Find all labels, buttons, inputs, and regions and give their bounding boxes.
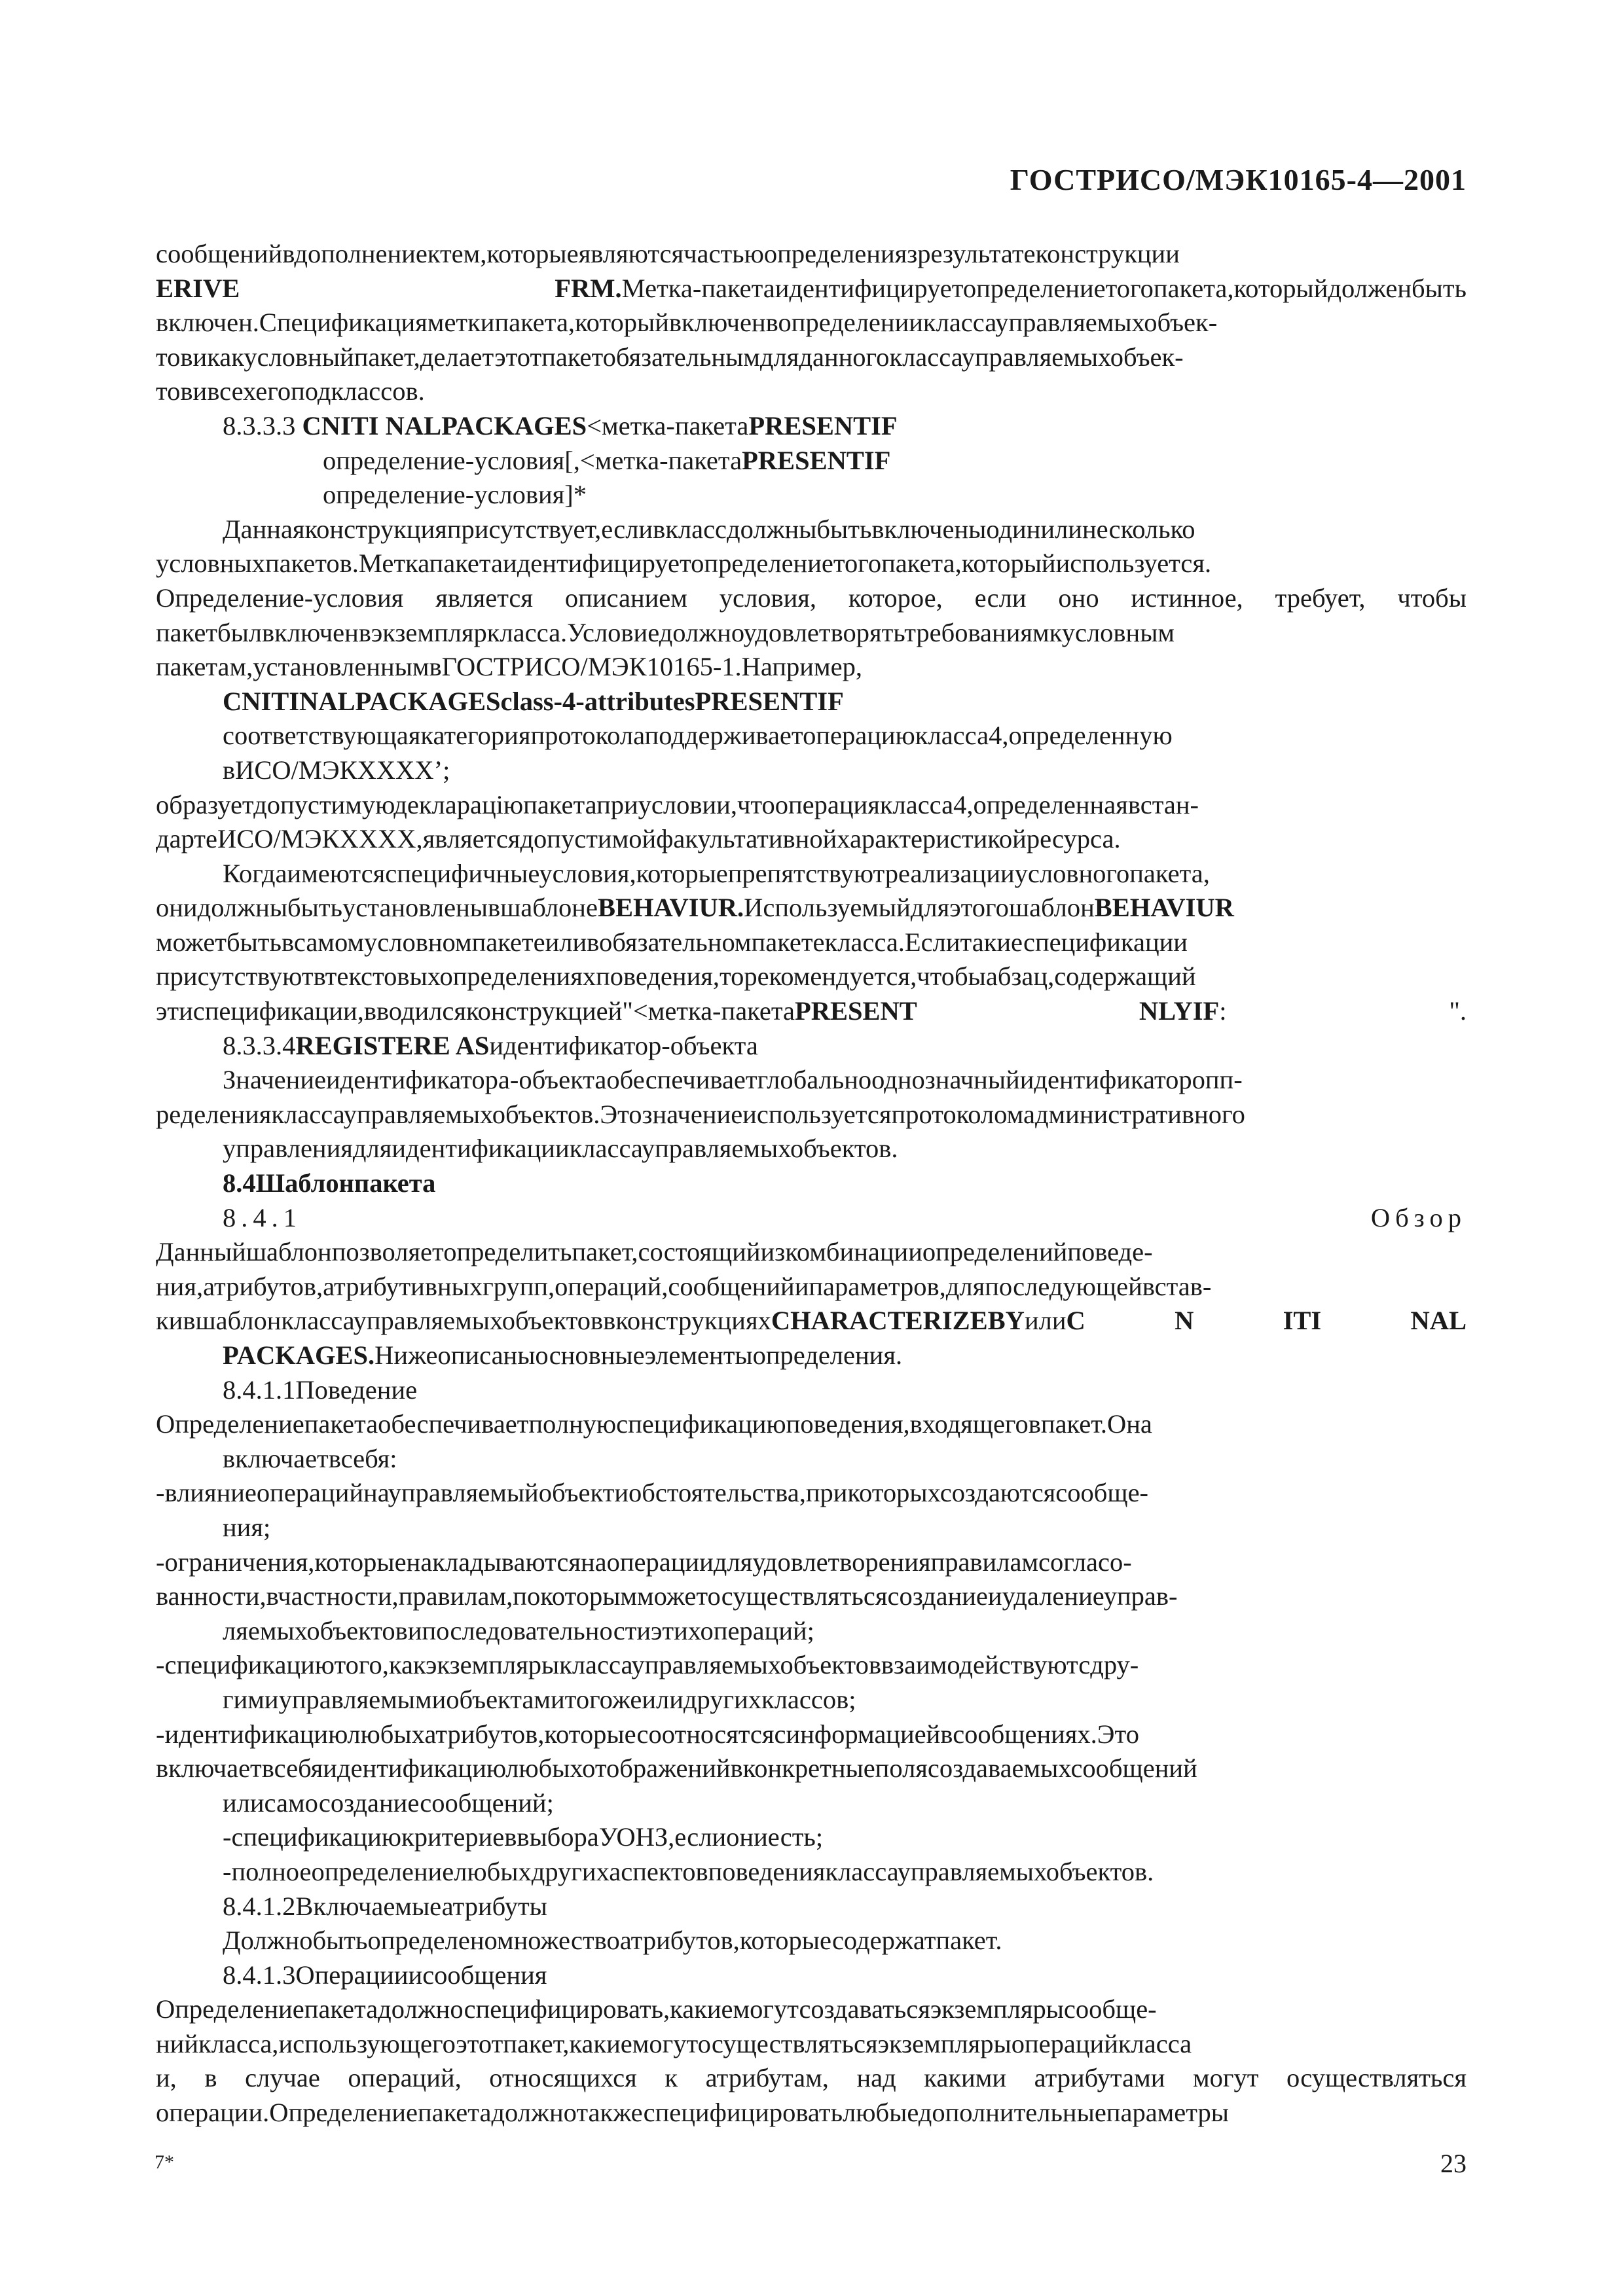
line-text: пакетам,установленнымвГОСТРИСО/МЭК10165-1.Например,: [156, 652, 862, 682]
line-text: операции.Определениепакетадолжнотакжеспецифицироватьлюбыедополнительныепараметры: [156, 2098, 1229, 2128]
line-text: Когдаимеютсяспецифичныеусловия,которыепрепятствуютреализацииусловногопакета,: [223, 858, 1210, 888]
line-text: -спецификациютого,какэкземплярыклассауправляемыхобъектоввзаимодействуютсдру-: [156, 1650, 1139, 1680]
text-line: [156, 1855, 1467, 1890]
line-text: можетбытьвсамомусловномпакетеиливобязательномпакетекласса.Еслитакиеспецификации: [156, 927, 1188, 957]
line-text: 8.3.3.3: [223, 410, 302, 440]
line-text: сообщенийвдополнениектем,которыеявляютсячастьюопределениязрезультатеконструкции: [156, 239, 1180, 268]
bold-term: PRESENTIF: [748, 410, 898, 440]
text-line: [156, 719, 1467, 753]
line-text: Даннаяконструкцияприсутствует,есливклассдолжныбытьвключеныодинилинесколько: [223, 514, 1195, 544]
line-text: дартеИСО/МЭКXXXX,являетсядопустимойфакультативнойхарактеристикойресурса.: [156, 824, 1121, 854]
text-line: [156, 857, 1467, 891]
line-text: 8.3.3.4: [223, 1030, 296, 1060]
line-text: Метка-пакетаидентифицируетопределениетогопакета,которыйдолженбыть: [621, 273, 1467, 303]
text-line: [156, 1751, 1467, 1786]
text-line: [156, 306, 1467, 340]
text-line: [156, 1992, 1467, 2027]
text-line: [156, 994, 1467, 1029]
line-text: образуетдопустимуюдеклараціюпакетаприусловии,чтооперациякласса4,определеннаявстан-: [156, 789, 1199, 819]
text-line: [156, 1235, 1467, 1270]
text-line: [156, 1648, 1467, 1683]
text-line: [156, 788, 1467, 823]
bold-term: CNITINALPACKAGESclass-4-attributesPRESENTIF: [223, 686, 844, 716]
text-line: [156, 1890, 1467, 1924]
line-text: -идентификациюлюбыхатрибутов,которыесоотносятсясинформациейвсообщениях.Это: [156, 1719, 1139, 1749]
line-text: вИСО/МЭКXXXX’;: [223, 755, 450, 785]
spaced-heading: 8.4.1 Обзор: [223, 1202, 1467, 1232]
text-line: [156, 512, 1467, 547]
line-text: 8.4.1.3Операцииисообщения: [223, 1960, 547, 1990]
line-text: ванности,вчастности,правилам,покоторымможетосуществлятьсясозданиеиудалениеуправ-: [156, 1581, 1178, 1611]
text-line: [156, 581, 1467, 616]
text-line: [156, 1579, 1467, 1614]
text-line: [156, 272, 1467, 306]
line-text: управлениядляидентификацииклассауправляемыхобъектов.: [223, 1134, 898, 1164]
text-line: [156, 1442, 1467, 1477]
line-text: товивсехегоподклассов.: [156, 376, 425, 406]
text-line: [156, 1407, 1467, 1442]
text-line: [156, 1614, 1467, 1649]
text-line: [156, 1545, 1467, 1580]
line-text: включен.Спецификацияметкипакета,которыйвключенвопределенииклассауправляемыхобъек-: [156, 308, 1218, 338]
bold-term: BEHAVIUR.: [597, 893, 744, 923]
line-text: онидолжныбытьустановленывшаблоне: [156, 893, 598, 923]
text-line: [156, 685, 1467, 719]
text-line: [156, 1476, 1467, 1511]
text-line: [156, 1132, 1467, 1166]
text-line: [156, 960, 1467, 994]
line-text: условныхпакетов.Меткапакетаидентифицируетопределениетогопакета,которыйиспользуется.: [156, 548, 1212, 579]
standard-header: ГОСТРИСО/МЭК10165-4—2001: [1010, 163, 1467, 196]
text-line: [156, 1063, 1467, 1098]
text-line: [156, 2027, 1467, 2062]
line-text: или: [1024, 1306, 1067, 1336]
text-line: [156, 340, 1467, 375]
text-line: [156, 1717, 1467, 1752]
line-text: Нижеописаныосновныеэлементыопределения.: [374, 1340, 903, 1370]
line-text: соответствующаякатегорияпротоколаподдерживаетоперациюкласса4,определенную: [223, 721, 1173, 751]
text-line: [156, 822, 1467, 857]
line-text: кившаблонклассауправляемыхобъектоввконструкциях: [156, 1306, 771, 1336]
line-text: Определениепакетаобеспечиваетполнуюспецификациюповедения,входящеговпакет.Она: [156, 1409, 1152, 1439]
text-line: [156, 1304, 1467, 1338]
text-line: [156, 650, 1467, 685]
line-text: присутствуютвтекстовыхопределенияхповедения,торекомендуется,чтобыабзац,содержащий: [156, 961, 1196, 992]
text-line: [156, 374, 1467, 409]
text-line: [156, 1786, 1467, 1821]
line-text: и, в случае операций, относящихся к атрибутам, над какими атрибутами могут осуществляться: [156, 2063, 1467, 2093]
text-line: [156, 925, 1467, 960]
line-text: определение-условия]*: [323, 480, 587, 510]
text-line: [156, 1029, 1467, 1064]
line-text: Данныйшаблонпозволяетопределитьпакет,состоящийизкомбинацииопределенийповеде-: [156, 1237, 1153, 1267]
footer-signature-mark: 7*: [155, 2151, 174, 2173]
text-line: [156, 1958, 1467, 1993]
line-text: 8.4.1.1Поведение: [223, 1374, 418, 1405]
text-line: [156, 1511, 1467, 1545]
line-text: ределенияклассауправляемыхобъектов.Этозначениеиспользуетсяпротоколомадминистративного: [156, 1099, 1245, 1129]
text-line: [156, 891, 1467, 925]
line-text: : ".: [1219, 996, 1467, 1026]
line-text: -спецификациюкритериеввыбораУОНЗ,еслиониесть;: [223, 1822, 824, 1852]
line-text: 8.4.1.2Включаемыеатрибуты: [223, 1891, 547, 1921]
line-text: определение-условия[,<метка-пакета: [323, 445, 742, 475]
line-text: илисамосозданиесообщений;: [223, 1787, 554, 1818]
bold-term: BEHAVIUR: [1094, 893, 1234, 923]
line-text: -ограничения,которыенакладываютсянаоперациидляудовлетворенияправиламсогласо-: [156, 1547, 1132, 1577]
text-line: [156, 1166, 1467, 1201]
text-line: [156, 237, 1467, 272]
text-line: [156, 616, 1467, 651]
line-text: этиспецификации,вводилсяконструкцией"<метка-пакета: [156, 996, 795, 1026]
text-line: [156, 1820, 1467, 1855]
bold-term: CHARACTERIZEBY: [771, 1306, 1025, 1336]
line-text: идентификатор-объекта: [489, 1030, 758, 1060]
line-text: нийкласса,использующегоэтотпакет,какиемогутосуществлятьсяэкземплярыоперацийкласса: [156, 2028, 1192, 2058]
text-line: [156, 1201, 1467, 1236]
body-text: [156, 237, 1467, 2130]
bold-term: ERIVE FRM.: [156, 273, 622, 303]
text-line: [156, 1373, 1467, 1408]
line-text: товикакусловныйпакет,делаетэтотпакетобязательнымдляданногоклассауправляемыхобъек-: [156, 342, 1184, 372]
line-text: Используемыйдляэтогошаблон: [744, 893, 1095, 923]
text-line: [156, 2096, 1467, 2130]
text-line: [156, 753, 1467, 788]
line-text: <метка-пакета: [587, 410, 749, 440]
bold-term: REGISTERE AS: [295, 1030, 490, 1060]
line-text: ляемыхобъектовипоследовательностиэтихопераций;: [223, 1615, 814, 1645]
bold-term: PRESENT NLYIF: [795, 996, 1220, 1026]
page-number: 23: [1440, 2149, 1467, 2178]
bold-term: C N ITI NAL: [1066, 1306, 1467, 1336]
text-line: [156, 1098, 1467, 1132]
text-line: [156, 1683, 1467, 1717]
text-line: [156, 2061, 1467, 2096]
text-line: [156, 547, 1467, 581]
line-text: Значениеидентификатора-объектаобеспечиваетглобальнооднозначныйидентификаторопп-: [223, 1065, 1243, 1095]
line-text: гимиуправляемымиобъектамитогожеилидругихклассов;: [223, 1684, 856, 1714]
line-text: Должнобытьопределеномножествоатрибутов,которыесодержатпакет.: [223, 1926, 1002, 1956]
line-text: -влияниеоперацийнауправляемыйобъектиобстоятельства,прикоторыхсоздаютсясообще-: [156, 1478, 1149, 1508]
line-text: ния;: [223, 1512, 271, 1542]
bold-term: PRESENTIF: [742, 445, 891, 475]
line-text: Определениепакетадолжноспецифицировать,какиемогутсоздаватьсяэкземплярысообще-: [156, 1994, 1157, 2024]
text-line: [156, 409, 1467, 444]
text-line: [156, 1270, 1467, 1304]
bold-term: 8.4Шаблонпакета: [223, 1168, 436, 1198]
line-text: включаетвсебя:: [223, 1443, 397, 1473]
bold-term: PACKAGES.: [223, 1340, 375, 1370]
text-line: [156, 444, 1467, 478]
text-line: [156, 1924, 1467, 1958]
line-text: ния,атрибутов,атрибутивныхгрупп,операций,сообщенийипараметров,дляпоследующейвстав-: [156, 1271, 1212, 1301]
text-line: [156, 478, 1467, 512]
line-text: -полноеопределениелюбыхдругихаспектовповеденияклассауправляемыхобъектов.: [223, 1856, 1154, 1886]
line-text: пакетбылвключенвэкземпляркласса.Условиедолжноудовлетворятьтребованиямкусловным: [156, 617, 1175, 647]
bold-term: CNITI NALPACKAGES: [302, 410, 587, 440]
text-line: [156, 1338, 1467, 1373]
line-text: включаетвсебяидентификациюлюбыхотображенийвконкретныеполясоздаваемыхсообщений: [156, 1753, 1197, 1784]
line-text: Определение-условия является описанием условия, которое, если оно истинное, требует, чтобы: [156, 583, 1467, 613]
